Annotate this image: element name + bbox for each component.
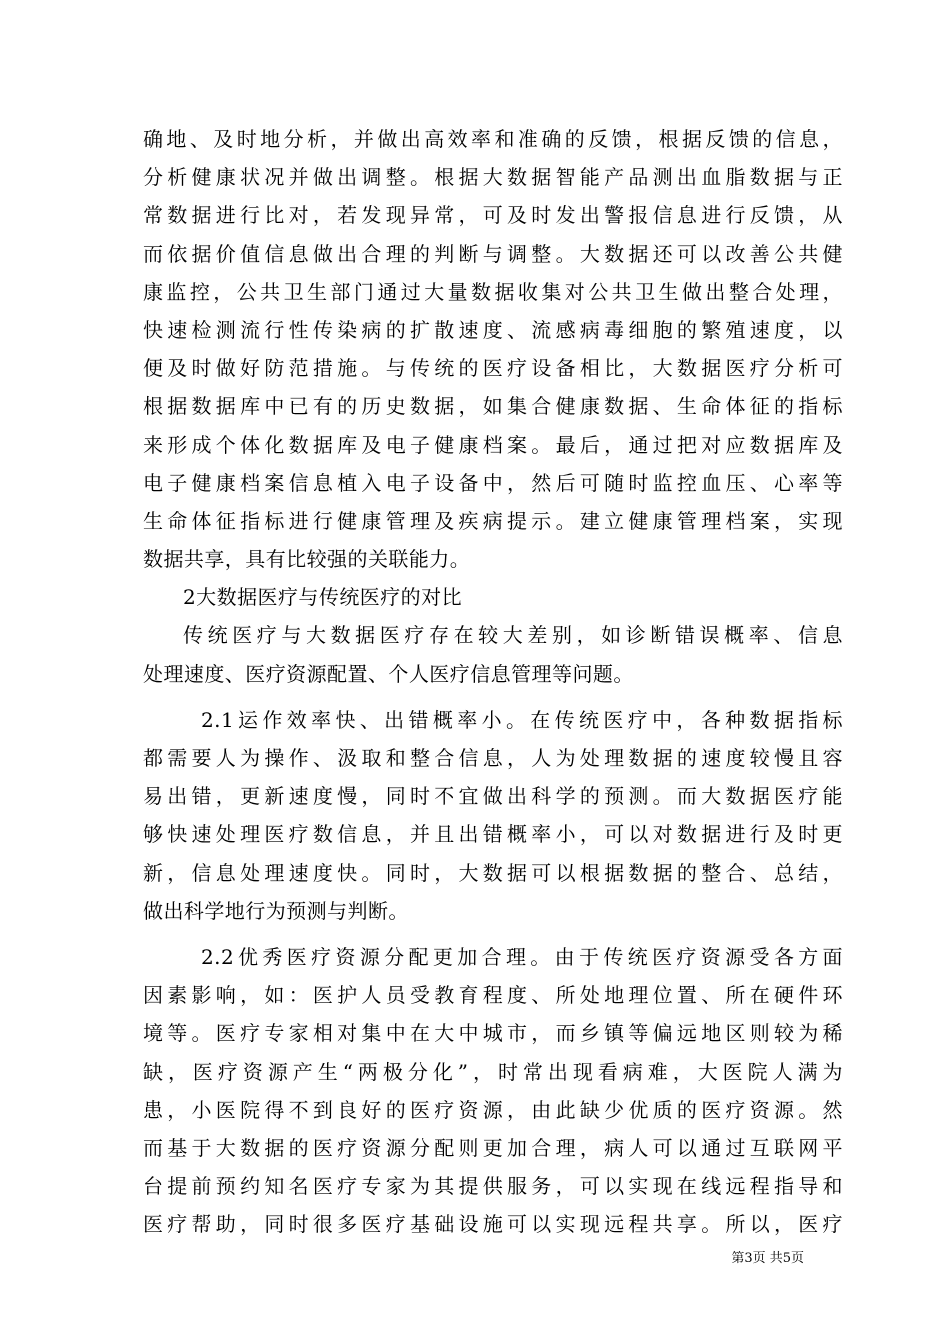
- text-line: 缺，医疗资源产生“两极分化”，时常出现看病难，大医院人满为: [143, 1059, 843, 1084]
- text-line: 因素影响，如：医护人员受教育程度、所处地理位置、所在硬件环: [143, 983, 843, 1008]
- body-text: [143, 120, 843, 1243]
- heading-line: 2大数据医疗与传统医疗的对比: [183, 585, 463, 610]
- text-line: 新，信息处理速度快。同时，大数据可以根据数据的整合、总结，: [143, 860, 843, 885]
- paragraph: [143, 120, 843, 578]
- text-line: 够快速处理医疗数信息，并且出错概率小，可以对数据进行及时更: [143, 822, 843, 847]
- text-line: 确地、及时地分析，并做出高效率和准确的反馈，根据反馈的信息，: [143, 127, 843, 151]
- text-line: 常数据进行比对，若发现异常，可及时发出警报信息进行反馈，从: [143, 203, 843, 228]
- text-line: 生命体征指标进行健康管理及疾病提示。建立健康管理档案，实现: [143, 508, 843, 533]
- paragraph: [143, 938, 843, 1244]
- text-line: 快速检测流行性传染病的扩散速度、流感病毒细胞的繁殖速度，以: [143, 317, 843, 342]
- text-line: 处理速度、医疗资源配置、个人医疗信息管理等问题。: [143, 661, 634, 686]
- text-line: 根据数据库中已有的历史数据，如集合健康数据、生命体征的指标: [143, 394, 843, 419]
- text-line: 都需要人为操作、汲取和整合信息，人为处理数据的速度较慢且容: [143, 746, 843, 770]
- text-line: 而基于大数据的医疗资源分配则更加合理，病人可以通过互联网平: [143, 1135, 843, 1160]
- text-line: 患，小医院得不到良好的医疗资源，由此缺少优质的医疗资源。然: [143, 1097, 843, 1122]
- text-line: 而依据价值信息做出合理的判断与调整。大数据还可以改善公共健: [143, 241, 843, 266]
- text-line: 医疗帮助，同时很多医疗基础设施可以实现远程共享。所以，医疗: [143, 1212, 843, 1237]
- section-heading: [143, 578, 843, 616]
- text-line: 分析健康状况并做出调整。根据大数据智能产品测出血脂数据与正: [143, 165, 843, 190]
- text-line: 传统医疗与大数据医疗存在较大差别，如诊断错误概率、信息: [183, 623, 843, 648]
- text-line: 电子健康档案信息植入电子设备中，然后可随时监控血压、心率等: [143, 470, 843, 495]
- text-line: 2.1运作效率快、出错概率小。在传统医疗中，各种数据指标: [201, 707, 843, 732]
- page-number-footer: 第3页 共5页: [731, 1251, 804, 1266]
- text-line: 2.2优秀医疗资源分配更加合理。由于传统医疗资源受各方面: [201, 944, 843, 969]
- text-line: 来形成个体化数据库及电子健康档案。最后，通过把对应数据库及: [143, 432, 843, 457]
- text-line: 境等。医疗专家相对集中在大中城市，而乡镇等偏远地区则较为稀: [143, 1021, 843, 1046]
- text-line: 易出错，更新速度慢，同时不宜做出科学的预测。而大数据医疗能: [143, 784, 843, 809]
- text-line: 做出科学地行为预测与判断。: [143, 898, 409, 923]
- text-line: 便及时做好防范措施。与传统的医疗设备相比，大数据医疗分析可: [143, 356, 843, 381]
- text-line: 康监控，公共卫生部门通过大量数据收集对公共卫生做出整合处理，: [143, 279, 843, 304]
- text-line: 数据共享，具有比较强的关联能力。: [143, 547, 471, 572]
- text-line: 台提前预约知名医疗专家为其提供服务，可以实现在线远程指导和: [143, 1174, 843, 1199]
- paragraph: [143, 616, 843, 692]
- paragraph: [143, 701, 843, 930]
